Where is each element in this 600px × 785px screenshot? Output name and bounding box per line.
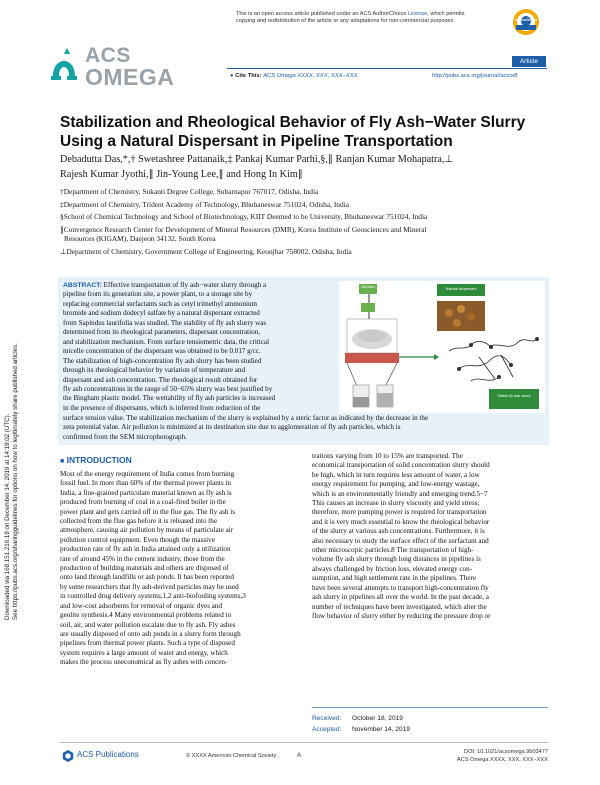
abstract-line: dispersant and ash concentration. The rheological result obtained for: [63, 375, 258, 384]
body-line: fossil fuel. In more than 60% of the thermal power plants in: [60, 479, 231, 488]
body-line: are usually disposed of onto ash ponds in a slurry form through: [60, 629, 241, 638]
seal-text: AuthorChoice: [514, 17, 538, 22]
affiliation: ‡Department of Chemistry, Trident Academy of Technology, Bhubaneswar 751024, Odisha, India: [60, 199, 350, 209]
body-line: and it is very much essential to know the rheological behavior: [312, 517, 490, 526]
abstract-line: through its rheological behavior by variation of temperature and: [63, 366, 246, 375]
footer-page-number: A: [297, 752, 302, 759]
toc-label-slurry: Stable fly ash slurry: [497, 394, 531, 398]
toc-label-dispersant: Natural dispersant: [445, 287, 477, 291]
footer-citation: ACS Omega XXXX, XXX, XXX−XXX: [457, 756, 548, 763]
journal-acs: ACS: [85, 44, 131, 67]
abstract-line: zeta potential value. Air pollution is minimized at its destination site due to agglomeration of fly ash particles, which is: [63, 423, 401, 432]
abstract-line: confirmed from the SEM microphotograph.: [63, 432, 187, 441]
section-marker-icon: ■: [60, 458, 65, 465]
received-label: Received:: [312, 715, 342, 722]
download-notice-line1: Downloaded via 168.151.216.18 on December 14, 2019 at 14:19:02 (UTC).: [4, 413, 11, 620]
affiliation: Resources (KIGAM), Daejeon 34132, South Korea: [64, 234, 216, 244]
body-line: pollution control equipment. Even though the massive: [60, 535, 215, 544]
accepted-date: November 14, 2019: [352, 726, 410, 733]
affiliation: †Department of Chemistry, Sukanti Degree College, Subarnapur 767017, Odisha, India: [60, 187, 319, 196]
acs-hexagon-icon: [62, 750, 74, 762]
accepted-label: Accepted:: [312, 726, 342, 733]
body-line: always challenged by friction loss, elevated energy con-: [312, 564, 473, 573]
abstract-line: bromide and sodium dodecyl sulfate by a natural dispersant extracted: [63, 309, 260, 318]
body-line: collected from the flue gas before it is released into the: [60, 517, 218, 526]
cite-line: [230, 73, 357, 79]
body-line: geolite synthesis.4 Many environmental problems related to: [60, 611, 232, 620]
abstract-line: surface tension value. The stabilization mechanism of the slurry is explained by a steric factor as indicated by the decrease in the: [63, 414, 429, 422]
body-line: number of techniques have been investigated, which alter the: [312, 602, 487, 611]
omega-logo-icon: [47, 46, 81, 90]
authorchoice-seal: [512, 8, 540, 36]
author-list: [60, 152, 550, 182]
footer-copyright: © XXXX American Chemical Society: [186, 753, 277, 759]
footer-doi-block: [420, 749, 548, 764]
intro-heading-text: INTRODUCTION: [66, 455, 132, 465]
title-line-1: Stabilization and Rheological Behavior of Fly Ash−Water Slurry: [60, 114, 526, 131]
license-link[interactable]: License: [407, 11, 428, 17]
body-line: produced from burning of coal in a coal-fired boiler in the: [60, 498, 226, 507]
affiliation: ∥Convergence Research Center for Development of Mineral Resources (DMR), Korea Institute of Geosciences and Mineral: [60, 224, 427, 234]
toc-label-sapindus: Sapindus: [361, 285, 375, 289]
body-line: power plant and gets carried off in the flue gas. The fly ash is: [60, 507, 236, 516]
body-line: be high, which in turn requires less amount of water, a low: [312, 470, 480, 479]
journal-logo: [47, 44, 187, 94]
toc-graphic: [339, 281, 545, 413]
footer-doi[interactable]: DOI: 10.1021/acsomega.9b03477: [464, 749, 548, 755]
body-line: soil, air, and water pollution escalate due to fly ash. Fly ashes: [60, 620, 236, 629]
body-line: flow behavior of slurry either by reducing the pressure drop or: [312, 611, 491, 620]
body-line: system requires a large amount of water and energy, which: [60, 648, 228, 657]
body-line: pipelines from thermal power plants. Such a type of disposed: [60, 639, 235, 648]
footer-publisher: ACS Publications: [77, 750, 139, 759]
journal-url[interactable]: http://pubs.acs.org/journal/acsodf: [432, 73, 518, 79]
received-date: October 18, 2019: [352, 715, 403, 722]
body-line: which is an environmentally friendly and emerging trend.5−7: [312, 489, 488, 498]
body-line: ash slurry in pipelines all over the world. In the past decade, a: [312, 593, 489, 602]
affiliation: ⊥Department of Chemistry, Government College of Engineering, Keonjhar 758002, Odisha, India: [60, 246, 352, 256]
abstract-wide: [63, 414, 545, 442]
body-line: and low-cost adsorbents for removal of organic dyes and: [60, 601, 223, 610]
open-access-line2: copying and redistribution of the article or any adaptations for non-commercial purposes.: [236, 18, 455, 24]
acs-publications-logo: [62, 749, 74, 761]
body-line: energy requirement for pumping, and low-energy wastage,: [312, 480, 480, 489]
intro-heading: [60, 455, 132, 465]
cite-label: Cite This:: [235, 73, 262, 79]
body-line: by some researchers that fly ash-derived particles may be used: [60, 582, 239, 591]
body-line: economical transportation of solid concentration slurry should: [312, 461, 490, 470]
footer-rule: [60, 742, 548, 743]
cite-icon: ●: [230, 73, 234, 79]
body-line: production rate of fly ash in India attained only a utilization: [60, 545, 231, 554]
abstract-line: from Sapindus laurifolia was studied. The stability of fly ash slurry was: [63, 318, 267, 327]
body-line: in controlled drug delivery systems,1,2 anti-biofouling systems,3: [60, 592, 246, 601]
abstract-line: and stabilization mechanism. From surface tensiometric data, the critical: [63, 337, 270, 346]
body-line: Most of the energy requirement of India comes from burning: [60, 470, 235, 478]
body-line: therefore, more pumping power is required for transportation: [312, 508, 487, 517]
body-line: India, a fine-grained particulate material known as fly ash is: [60, 488, 232, 497]
body-line: makes the process uneconomical as fly ashes with concen-: [60, 658, 228, 667]
intro-left-column: [60, 470, 294, 668]
body-line: volume fly ash slurry through long distances in pipelines is: [312, 555, 481, 564]
body-line: rate of around 45% in the cement industry, those from the: [60, 554, 225, 563]
abstract-line: The stabilization of high-concentration fly ash slurry has been studied: [63, 356, 262, 365]
abstract-line: determined from its rheological parameters, dispersant concentration,: [63, 328, 260, 337]
body-line: other microscopic particles.8 The transportation of high-: [312, 546, 474, 555]
open-access-line1: This is an open access article published under an ACS AuthorChoice: [236, 11, 407, 17]
article-title: [60, 113, 540, 151]
dates-rule: [312, 707, 548, 708]
authorchoice-seal-icon: [512, 8, 540, 36]
abstract-label: ABSTRACT:: [63, 282, 102, 289]
body-line: have been several attempts to transport high-concentration fly: [312, 583, 489, 592]
abstract-line: pipeline from its generation site, a power plant, to a storage site by: [63, 290, 253, 299]
abstract-narrow: ABSTRACT: Effective transportation of fly ash−water slurry through a pipeline from its generation site, a power plant, to a storage site by replacing commercial surfactants such as cetyl trimethyl ammonium bromide and sodium dodecyl sulfate by a natural dispersant extracted from Sapindus laurifolia was studied. The stability of fly ash slurry was determined from its rheological parameters, dispersant concentration, and stabilization mechanism. From surface tensiometric data, the critical micelle concentration of the dispersant was obtained to be 0.017 g/cc. The stabilization of high-concentration fly ash slurry has been studied through its rheological behavior by variation of temperature and dispersant and ash concentration. The rheological result obtained for fly ash concentrations in the range of 50−65% slurry was best justified by the Bingham plastic model. The wettability of fly ash particles is increased in the presence of dispersants, which is inferred from reduction of the: [63, 281, 331, 413]
article-type-tag: Article: [512, 56, 546, 67]
abstract-line: fly ash concentrations in the range of 50−65% slurry was best justified by: [63, 384, 273, 393]
download-notice-line2: See https://pubs.acs.org/sharingguidelines for options on how to legitimately share published articles.: [11, 343, 19, 620]
title-line-2: Using a Natural Dispersant in Pipeline Transportation: [60, 133, 453, 150]
body-line: onto land through landfills or ash ponds. It has been reported: [60, 573, 234, 582]
body-line: also necessary to study the surface effect of the surfactant and: [312, 536, 489, 545]
intro-right-column: [312, 452, 548, 621]
journal-omega: OMEGA: [85, 64, 175, 90]
body-line: production of building materials and others are disposed of: [60, 564, 229, 573]
abstract-line: the Bingham plastic model. The wettability of fly ash particles is increased: [63, 394, 276, 403]
abstract-line: micelle concentration of the dispersant was obtained to be 0.017 g/cc.: [63, 347, 261, 356]
open-access-notice: This is an open access article published under an ACS AuthorChoice License, which permits copying and redistribution of the article or any adaptations for non-commercial purposes.: [236, 11, 465, 24]
abstract-line: in the presence of dispersants, which is inferred from reduction of the: [63, 403, 261, 412]
body-line: This causes an increase in slurry viscosity and yield stress;: [312, 499, 480, 508]
authors-line-2: Rajesh Kumar Jyothi,∥ Jin-Young Lee,∥ and Hong In Kim∥: [60, 169, 303, 180]
body-line: of the slurry at various ash concentrations. Furthermore, it is: [312, 527, 485, 536]
abstract-line: replacing commercial surfactants such as cetyl trimethyl ammonium: [63, 299, 258, 308]
body-line: atmosphere, causing air pollution by means of particulate air: [60, 526, 234, 535]
body-line: sumption, and high settlement rate in the pipelines. There: [312, 574, 477, 583]
cite-text: ACS Omega XXXX, XXX, XXX−XXX: [263, 73, 358, 79]
affiliations: [60, 187, 550, 257]
download-notice: [2, 150, 30, 620]
body-line: trations varying from 10 to 15% are transported. The: [312, 452, 463, 460]
affiliation: §School of Chemical Technology and School of Biotechnology, KIIT Deemed to be University, Bhubaneswar 751024, India: [60, 212, 428, 222]
authors-line-1: Debadutta Das,*,† Swetashree Pattanaik,‡ Pankaj Kumar Parhi,§,∥ Ranjan Kumar Mohapatra,⊥: [60, 154, 454, 165]
article-dates: [312, 713, 410, 735]
header-rule: [227, 68, 547, 69]
